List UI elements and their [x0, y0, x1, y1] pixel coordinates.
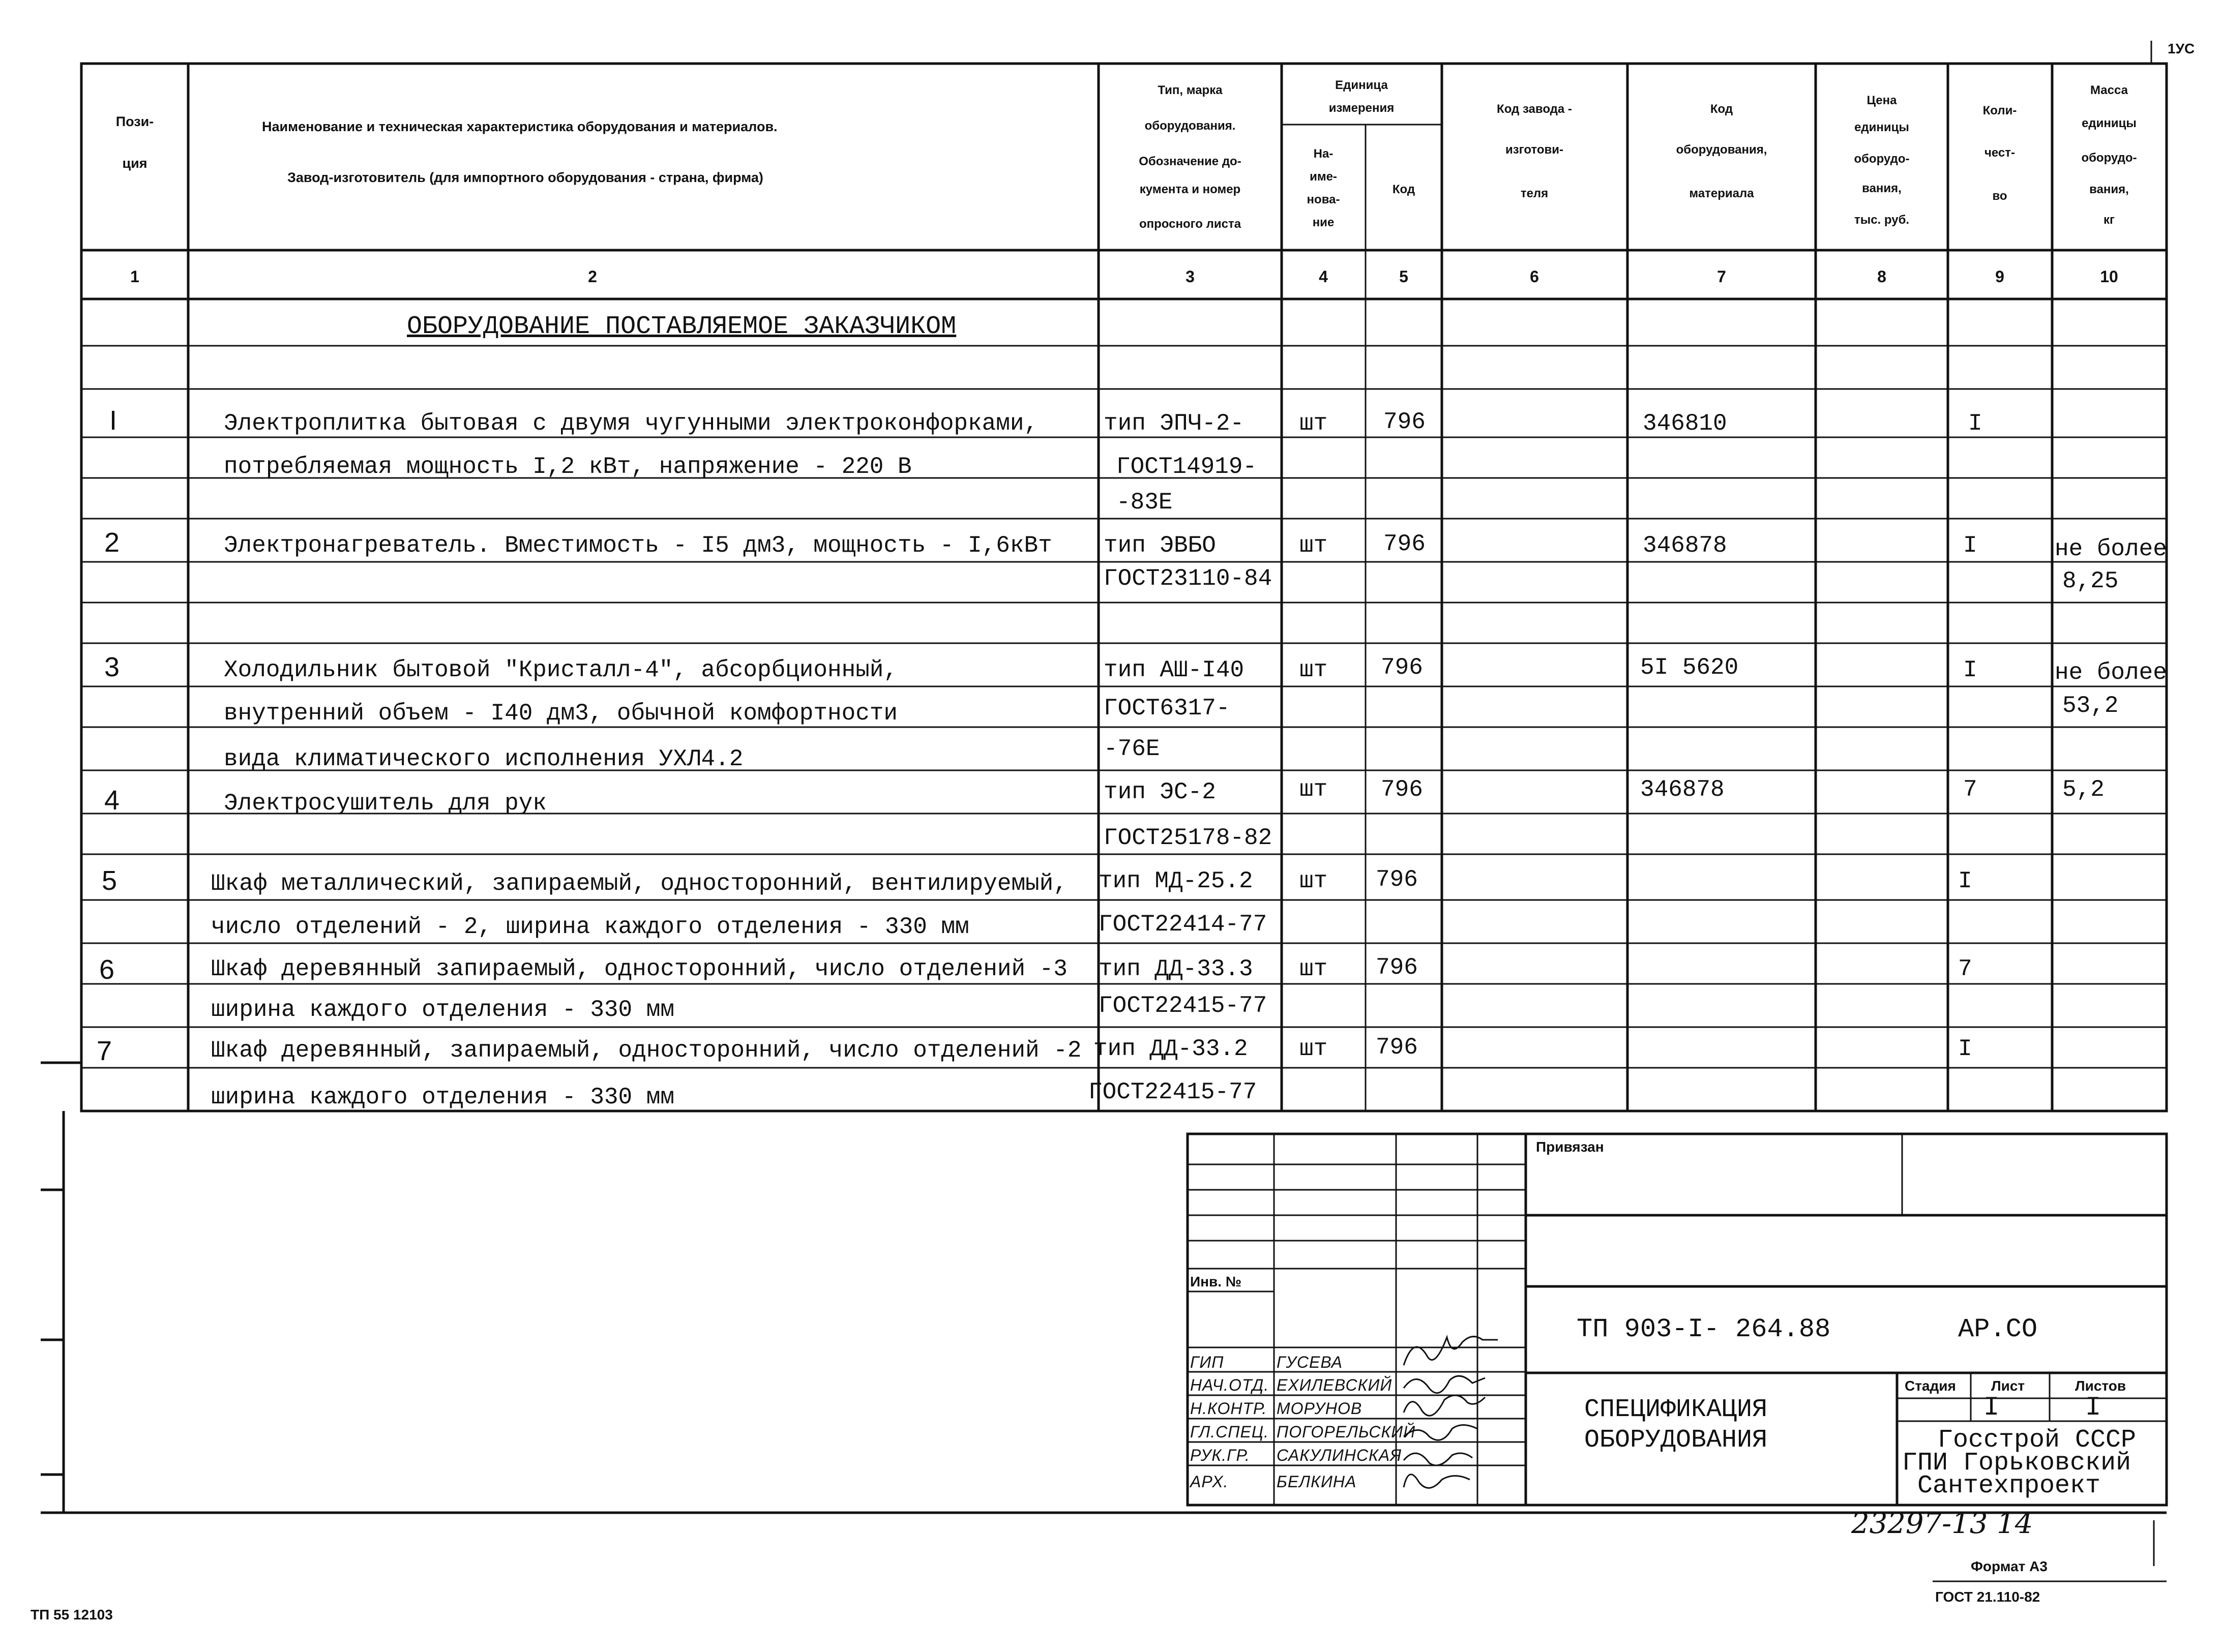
table-grid [41, 41, 2167, 1513]
row-position: 6 [99, 954, 115, 985]
signer-row [1189, 1473, 1356, 1491]
colnum-8: 8 [1877, 267, 1886, 286]
table-row [224, 736, 1160, 772]
hdr-col4-line3: нова- [1307, 193, 1340, 206]
stage-label: Стадия [1905, 1378, 1956, 1394]
row-position: I [109, 405, 117, 436]
hdr-col10-line1: Масса [2090, 83, 2128, 97]
row-mass: не более [2055, 659, 2167, 686]
signer-row [1190, 1446, 1402, 1464]
row-qty: I [1963, 657, 1977, 683]
row-name: Шкаф деревянный запираемый, односторонний, число отделений -3 [211, 956, 1068, 982]
hdr-unit-line1: Единица [1335, 78, 1388, 92]
table-row [1104, 825, 1272, 851]
row-unit: шт [1299, 956, 1328, 982]
hdr-col8-line3: оборудо- [1854, 152, 1910, 166]
row-eqcode: 5I 5620 [1640, 654, 1739, 681]
table-row [104, 527, 2167, 562]
row-type: тип МД-25.2 [1099, 868, 1253, 894]
row-qty: 7 [1963, 776, 1977, 803]
signer-row [1190, 1353, 1343, 1371]
section-title: ОБОРУДОВАНИЕ ПОСТАВЛЯЕМОЕ ЗАКАЗЧИКОМ [407, 312, 957, 341]
hdr-col8-line1: Цена [1867, 94, 1897, 107]
sheets-label: Листов [2075, 1378, 2126, 1394]
row-code: 796 [1383, 531, 1426, 557]
table-row [1104, 565, 2118, 594]
hdr-col9-line2: чест- [1984, 146, 2016, 160]
sheet-code: АР.СО [1958, 1314, 2038, 1344]
gost-label: ГОСТ 21.110-82 [1935, 1589, 2040, 1605]
hdr-col4-line2: име- [1310, 170, 1337, 184]
doc-title-line2: ОБОРУДОВАНИЯ [1584, 1426, 1768, 1455]
signer-row [1190, 1423, 1415, 1441]
table-row [104, 652, 2167, 686]
signature-2 [1404, 1376, 1485, 1393]
row-type: -76Е [1104, 736, 1160, 762]
table-row [211, 1079, 1257, 1110]
row-type: тип ЭВБО [1104, 532, 1216, 559]
signer-name: САКУЛИНСКАЯ [1277, 1446, 1402, 1464]
table-row [224, 454, 1257, 480]
table-body [97, 405, 2167, 1110]
hdr-col8-line4: вания, [1862, 182, 1902, 195]
row-position: 2 [104, 527, 120, 558]
hdr-col3-line5: опросного листа [1139, 217, 1241, 231]
hdr-col5: Код [1392, 183, 1415, 196]
row-mass: 5,2 [2062, 776, 2105, 803]
hdr-col8-line2: единицы [1854, 121, 1909, 134]
row-qty: I [1968, 410, 1982, 437]
colnum-6: 6 [1530, 267, 1539, 286]
hdr-col10-line3: оборудо- [2081, 151, 2137, 165]
row-name: Шкаф деревянный, запираемый, односторонний, число отделений -2 [211, 1037, 1082, 1064]
row-eqcode: 346810 [1643, 410, 1727, 437]
inv-no-label: Инв. № [1190, 1274, 1242, 1289]
row-name: Электроплитка бытовая с двумя чугунными электроконфорками, [224, 410, 1039, 437]
row-code: 796 [1376, 954, 1418, 981]
row-type: ГОСТ22415-77 [1088, 1079, 1257, 1105]
row-eqcode: 346878 [1640, 776, 1725, 803]
hdr-col1-line1: Пози- [115, 114, 154, 129]
colnum-3: 3 [1186, 267, 1195, 286]
signer-role: ГИП [1190, 1353, 1224, 1371]
colnum-4: 4 [1319, 267, 1328, 286]
hdr-col6-line1: Код завода - [1497, 102, 1572, 116]
signer-row [1190, 1399, 1362, 1418]
hdr-col8-line5: тыс. руб. [1854, 213, 1910, 227]
hdr-col7-line1: Код [1710, 102, 1733, 116]
signer-name: МОРУНОВ [1277, 1399, 1362, 1418]
row-type: тип ЭС-2 [1104, 779, 1216, 805]
hdr-col6-line3: теля [1520, 187, 1549, 200]
row-code: 796 [1383, 409, 1426, 435]
signer-name: ЕХИЛЕВСКИЙ [1277, 1376, 1393, 1394]
table-row [104, 776, 2105, 817]
row-code: 796 [1381, 654, 1423, 681]
hdr-col10-line2: единицы [2082, 116, 2137, 130]
table-row [97, 1034, 1972, 1066]
sheet-value: I [1983, 1393, 2000, 1423]
row-name: Холодильник бытовой "Кристалл-4", абсорбционный, [224, 657, 898, 683]
row-unit: шт [1299, 1036, 1328, 1062]
row-type: ГОСТ6317- [1104, 695, 1230, 722]
row-qty: I [1958, 1036, 1972, 1062]
signer-role: РУК.ГР. [1190, 1446, 1250, 1464]
column-numbers [130, 267, 2118, 286]
row-name: потребляемая мощность I,2 кВт, напряжение - 220 В [224, 454, 912, 480]
table-row [109, 405, 1982, 437]
signer-name: ГУСЕВА [1277, 1353, 1343, 1371]
colnum-1: 1 [130, 267, 139, 286]
corner-mark: 1УС [2168, 41, 2195, 56]
row-name: Электросушитель для рук [224, 790, 547, 817]
signer-name: БЕЛКИНА [1277, 1473, 1357, 1491]
hdr-col2-line1: Наименование и техническая характеристика оборудования и материалов. [262, 119, 778, 134]
table-row [102, 865, 1972, 897]
table-row [224, 693, 2118, 727]
row-type: тип ЭПЧ-2- [1104, 410, 1245, 437]
hdr-col6-line2: изготови- [1505, 143, 1564, 157]
org-line2: ГПИ Горьковский [1902, 1449, 2131, 1478]
hdr-col2-line2: Завод-изготовитель (для импортного оборудования - страна, фирма) [287, 170, 763, 185]
hdr-col10-line4: вания, [2089, 183, 2129, 196]
privyazan-label: Привязан [1536, 1139, 1604, 1155]
row-unit: шт [1299, 657, 1328, 683]
row-code: 796 [1381, 776, 1423, 803]
row-type: ГОСТ25178-82 [1104, 825, 1272, 851]
row-type: тип АШ-I40 [1104, 657, 1245, 683]
row-qty: I [1958, 868, 1972, 894]
hdr-col1-line2: ция [122, 156, 147, 171]
row-mass: 8,25 [2062, 568, 2119, 594]
row-mass: не более [2055, 536, 2167, 562]
row-unit: шт [1299, 776, 1328, 803]
hdr-col4-line4: ние [1312, 216, 1335, 229]
title-block [1188, 1134, 2167, 1505]
sheets-value: I [2085, 1393, 2101, 1423]
doc-title-line1: СПЕЦИФИКАЦИЯ [1584, 1395, 1768, 1424]
row-position: 3 [104, 652, 120, 682]
hdr-col7-line2: оборудования, [1676, 143, 1767, 157]
row-name: вида климатического исполнения УХЛ4.2 [224, 746, 744, 772]
table-row [99, 954, 1972, 985]
row-qty: I [1963, 532, 1977, 559]
row-name: число отделений - 2, ширина каждого отделения - 330 мм [211, 914, 969, 940]
row-type: ГОСТ22414-77 [1099, 911, 1267, 938]
archive-number: 23297-13 14 [1851, 1507, 2033, 1540]
hdr-col9-line1: Коли- [1982, 104, 2017, 117]
row-mass: 53,2 [2062, 693, 2119, 719]
row-name: внутренний объем - I40 дм3, обычной комфортности [224, 700, 898, 727]
hdr-col7-line3: материала [1689, 187, 1754, 200]
table-row [211, 993, 1267, 1023]
row-unit: шт [1299, 410, 1328, 437]
row-name: Шкаф металлический, запираемый, односторонний, вентилируемый, [211, 870, 1068, 897]
signature-1 [1404, 1337, 1498, 1365]
org-line3: Сантехпроект [1917, 1471, 2101, 1500]
row-qty: 7 [1958, 956, 1972, 982]
signer-role: Н.КОНТР. [1190, 1399, 1267, 1418]
signature-6 [1404, 1475, 1470, 1488]
hdr-col10-line5: кг [2103, 213, 2115, 227]
hdr-col4-line1: На- [1313, 147, 1334, 161]
hdr-col3-line3: Обозначение до- [1139, 155, 1241, 168]
row-type: -83Е [1116, 489, 1173, 516]
hdr-col3-line1: Тип, марка [1158, 83, 1223, 97]
hdr-unit-line2: измерения [1328, 101, 1395, 115]
row-type: тип ДД-33.3 [1099, 956, 1253, 982]
colnum-7: 7 [1717, 267, 1726, 286]
printer-mark: ТП 55 12103 [31, 1607, 113, 1623]
row-eqcode: 346878 [1643, 532, 1727, 559]
signature-5 [1404, 1453, 1472, 1465]
colnum-9: 9 [1995, 267, 2004, 286]
colnum-10: 10 [2100, 267, 2118, 286]
table-row [211, 911, 1267, 940]
colnum-5: 5 [1399, 267, 1408, 286]
row-position: 5 [102, 865, 117, 896]
signer-role: ГЛ.СПЕЦ. [1190, 1423, 1269, 1441]
hdr-col3-line2: оборудования. [1144, 119, 1236, 133]
row-position: 7 [97, 1036, 112, 1066]
sheet-label: Лист [1991, 1378, 2025, 1394]
row-type: ГОСТ22415-77 [1099, 993, 1267, 1019]
signer-name: ПОГОРЕЛЬСКИЙ [1277, 1423, 1416, 1441]
org-line1: Госстрой СССР [1938, 1426, 2137, 1455]
row-position: 4 [104, 785, 120, 816]
row-name: ширина каждого отделения - 330 мм [211, 997, 674, 1023]
signature-3 [1404, 1395, 1485, 1416]
row-code: 796 [1376, 866, 1418, 893]
row-type: ГОСТ14919- [1116, 454, 1257, 480]
table-row [1116, 489, 1172, 516]
row-type: ГОСТ23110-84 [1104, 565, 1272, 592]
format-label: Формат А3 [1971, 1558, 2048, 1574]
row-unit: шт [1299, 532, 1328, 559]
row-name: ширина каждого отделения - 330 мм [211, 1084, 674, 1110]
row-name: Электронагреватель. Вместимость - I5 дм3, мощность - I,6кВт [224, 532, 1052, 559]
hdr-col9-line3: во [1992, 189, 2007, 203]
row-type: тип ДД-33.2 [1093, 1036, 1248, 1062]
signer-role: НАЧ.ОТД. [1190, 1376, 1269, 1394]
signer-role: АРХ. [1190, 1473, 1229, 1491]
signer-row [1190, 1376, 1392, 1394]
doc-code: ТП 903-I- 264.88 [1577, 1314, 1831, 1344]
row-code: 796 [1376, 1034, 1418, 1061]
table-header [116, 78, 2137, 231]
hdr-col3-line4: кумента и номер [1139, 183, 1241, 196]
colnum-2: 2 [588, 267, 597, 286]
row-unit: шт [1299, 868, 1328, 894]
